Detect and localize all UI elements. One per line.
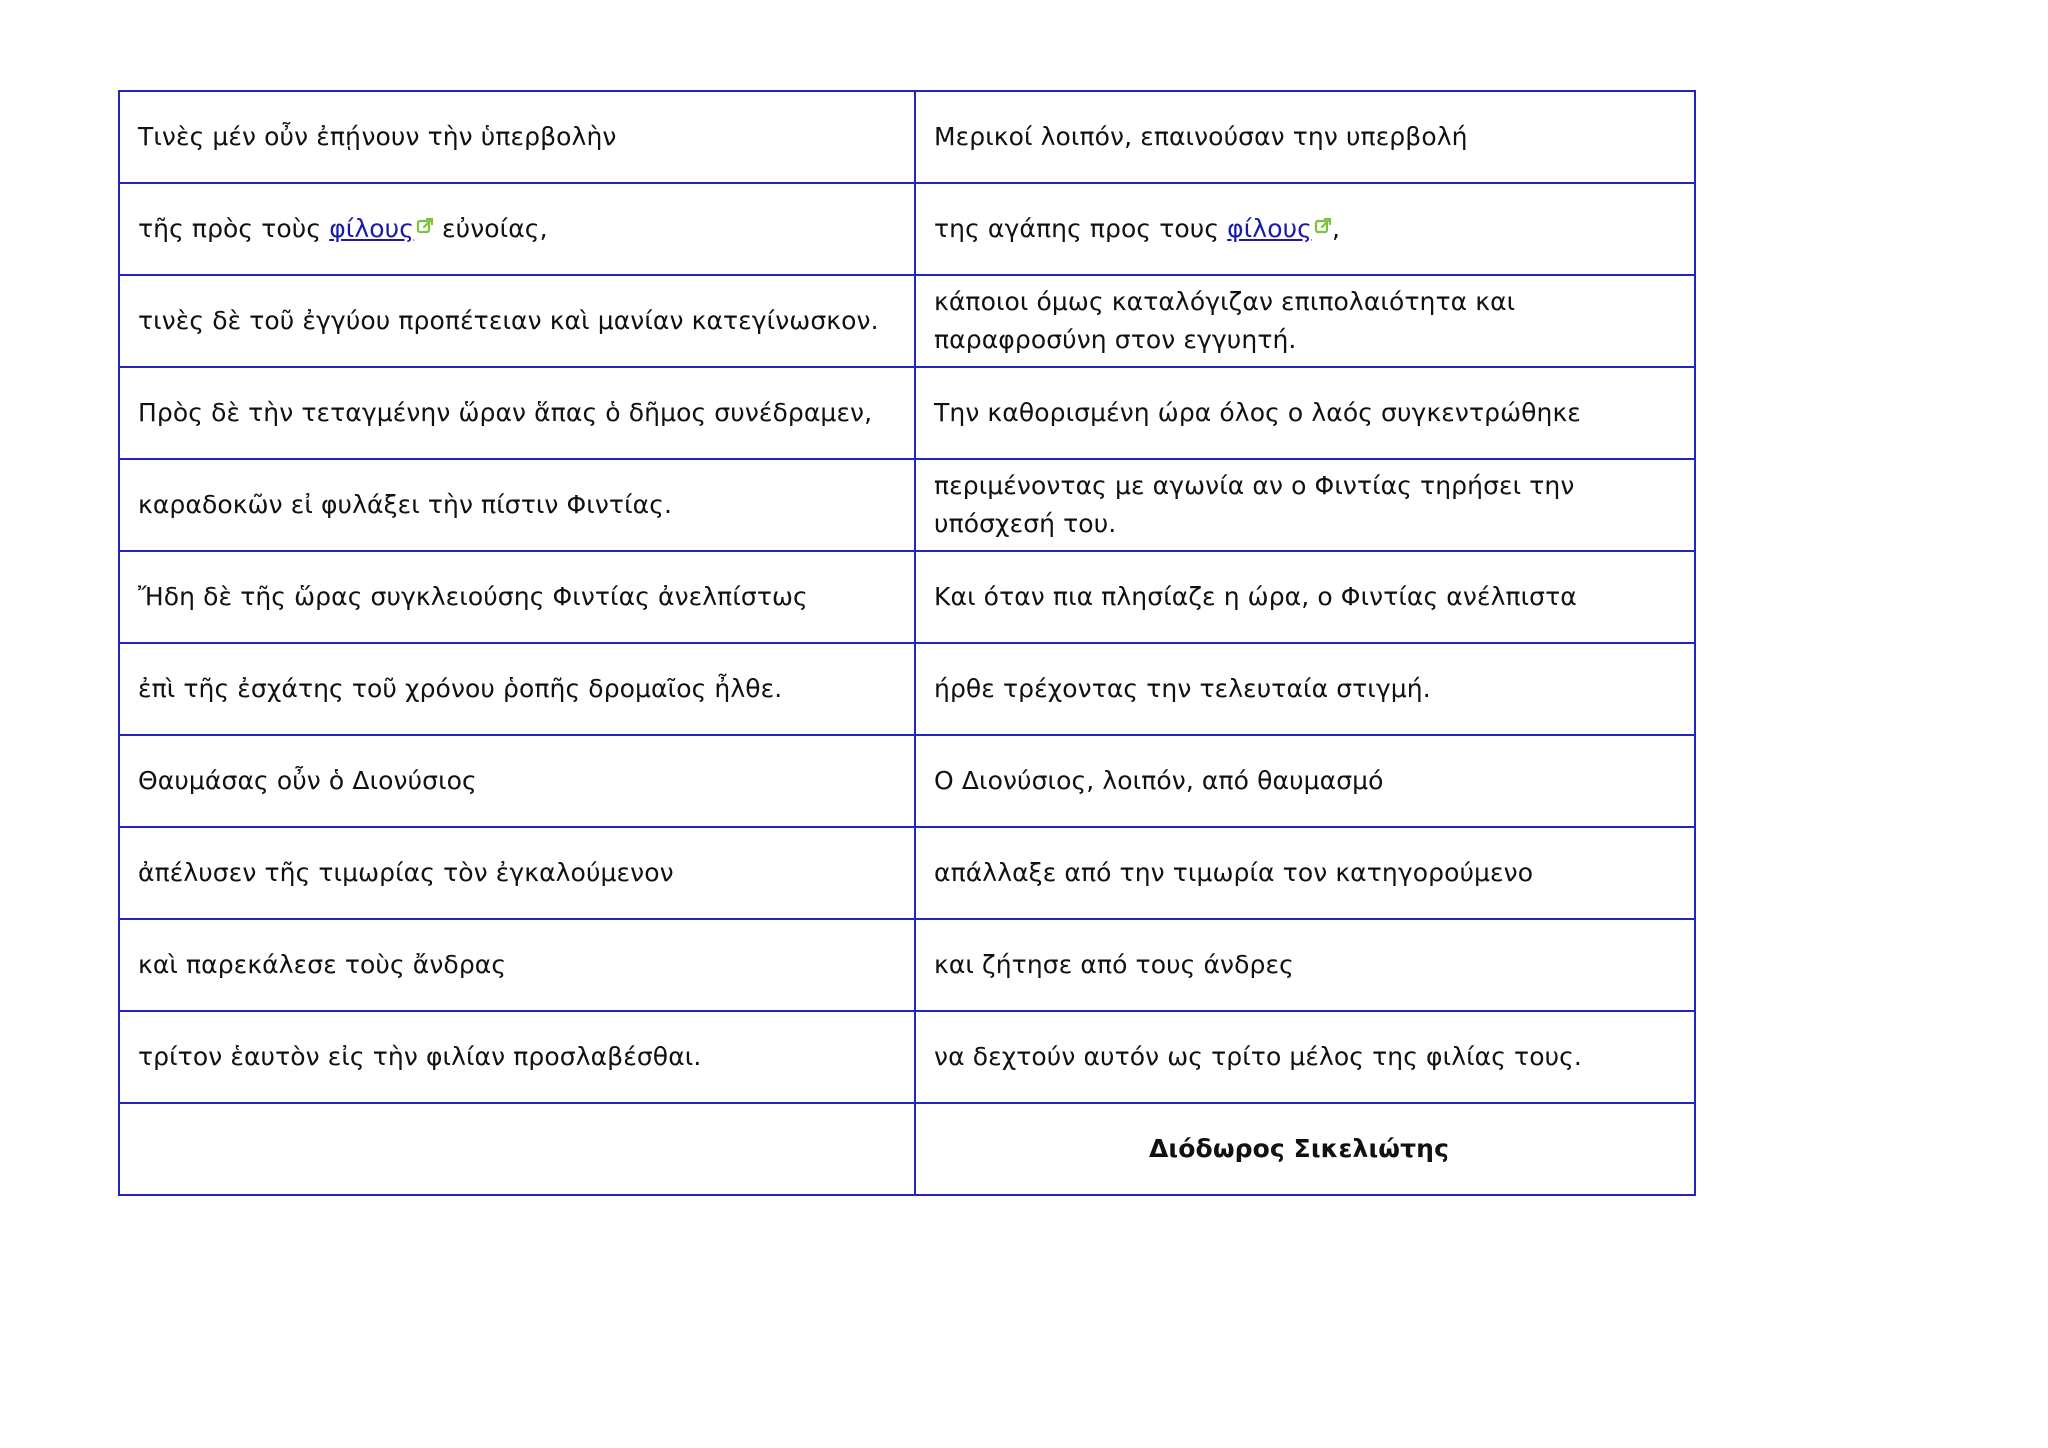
table-row: [119, 827, 1695, 919]
modern-greek-cell: και ζήτησε από τους άνδρες: [915, 919, 1695, 1011]
text-after-link: ,: [1331, 214, 1340, 243]
modern-greek-cell: Μερικοί λοιπόν, επαινούσαν την υπερβολή: [915, 91, 1695, 183]
modern-greek-cell: κάποιοι όμως καταλόγιζαν επιπολαιότητα και παραφροσύνη στον εγγυητή.: [915, 275, 1695, 367]
filous-link[interactable]: φίλους: [1227, 214, 1312, 243]
modern-greek-cell: ήρθε τρέχοντας την τελευταία στιγμή.: [915, 643, 1695, 735]
ancient-greek-cell: Θαυμάσας οὖν ὁ Διονύσιος: [119, 735, 915, 827]
filous-link[interactable]: φίλους: [329, 214, 414, 243]
table-row: [119, 367, 1695, 459]
table-row: [119, 275, 1695, 367]
table-row: [119, 1011, 1695, 1103]
ancient-greek-cell: ἀπέλυσεν τῆς τιμωρίας τὸν ἐγκαλούμενον: [119, 827, 915, 919]
modern-greek-cell: Την καθορισμένη ώρα όλος ο λαός συγκεντρώθηκε: [915, 367, 1695, 459]
table-row: [119, 643, 1695, 735]
table-row: [119, 1103, 1695, 1195]
ancient-greek-cell: καραδοκῶν εἰ φυλάξει τὴν πίστιν Φιντίας.: [119, 459, 915, 551]
modern-greek-cell: περιμένοντας με αγωνία αν ο Φιντίας τηρήσει την υπόσχεσή του.: [915, 459, 1695, 551]
ancient-greek-cell: Ἤδη δὲ τῆς ὥρας συγκλειούσης Φιντίας ἀνελπίστως: [119, 551, 915, 643]
modern-greek-cell: να δεχτούν αυτόν ως τρίτο μέλος της φιλίας τους.: [915, 1011, 1695, 1103]
text-before-link: της αγάπης προς τους: [934, 214, 1228, 243]
table-row: [119, 459, 1695, 551]
table-row: [119, 735, 1695, 827]
ancient-greek-cell: τινὲς δὲ τοῦ ἐγγύου προπέτειαν καὶ μανίαν κατεγίνωσκον.: [119, 275, 915, 367]
modern-greek-cell: [915, 183, 1695, 275]
table-row: [119, 183, 1695, 275]
table-row: [119, 919, 1695, 1011]
ancient-greek-cell: [119, 183, 915, 275]
external-link-icon[interactable]: [1314, 217, 1332, 235]
modern-greek-cell: απάλλαξε από την τιμωρία τον κατηγορούμενο: [915, 827, 1695, 919]
table-row: [119, 91, 1695, 183]
ancient-greek-cell: ἐπὶ τῆς ἐσχάτης τοῦ χρόνου ῥοπῆς δρομαῖος ἦλθε.: [119, 643, 915, 735]
modern-greek-cell: Και όταν πια πλησίαζε η ώρα, ο Φιντίας ανέλπιστα: [915, 551, 1695, 643]
ancient-greek-cell: τρίτον ἑαυτὸν εἰς τὴν φιλίαν προσλαβέσθαι.: [119, 1011, 915, 1103]
external-link-icon[interactable]: [416, 217, 434, 235]
table-row: [119, 551, 1695, 643]
ancient-greek-cell: καὶ παρεκάλεσε τοὺς ἄνδρας: [119, 919, 915, 1011]
modern-greek-cell: Ο Διονύσιος, λοιπόν, από θαυμασμό: [915, 735, 1695, 827]
text-after-link: εὐνοίας,: [433, 214, 548, 243]
ancient-greek-cell: Τινὲς μέν οὖν ἐπῄνουν τὴν ὑπερβολὴν: [119, 91, 915, 183]
parallel-text-table: [118, 90, 1696, 1196]
ancient-greek-cell: Πρὸς δὲ τὴν τεταγμένην ὥραν ἅπας ὁ δῆμος συνέδραμεν,: [119, 367, 915, 459]
empty-cell: [119, 1103, 915, 1195]
author-attribution: Διόδωρος Σικελιώτης: [915, 1103, 1695, 1195]
text-before-link: τῆς πρὸς τοὺς: [138, 214, 330, 243]
